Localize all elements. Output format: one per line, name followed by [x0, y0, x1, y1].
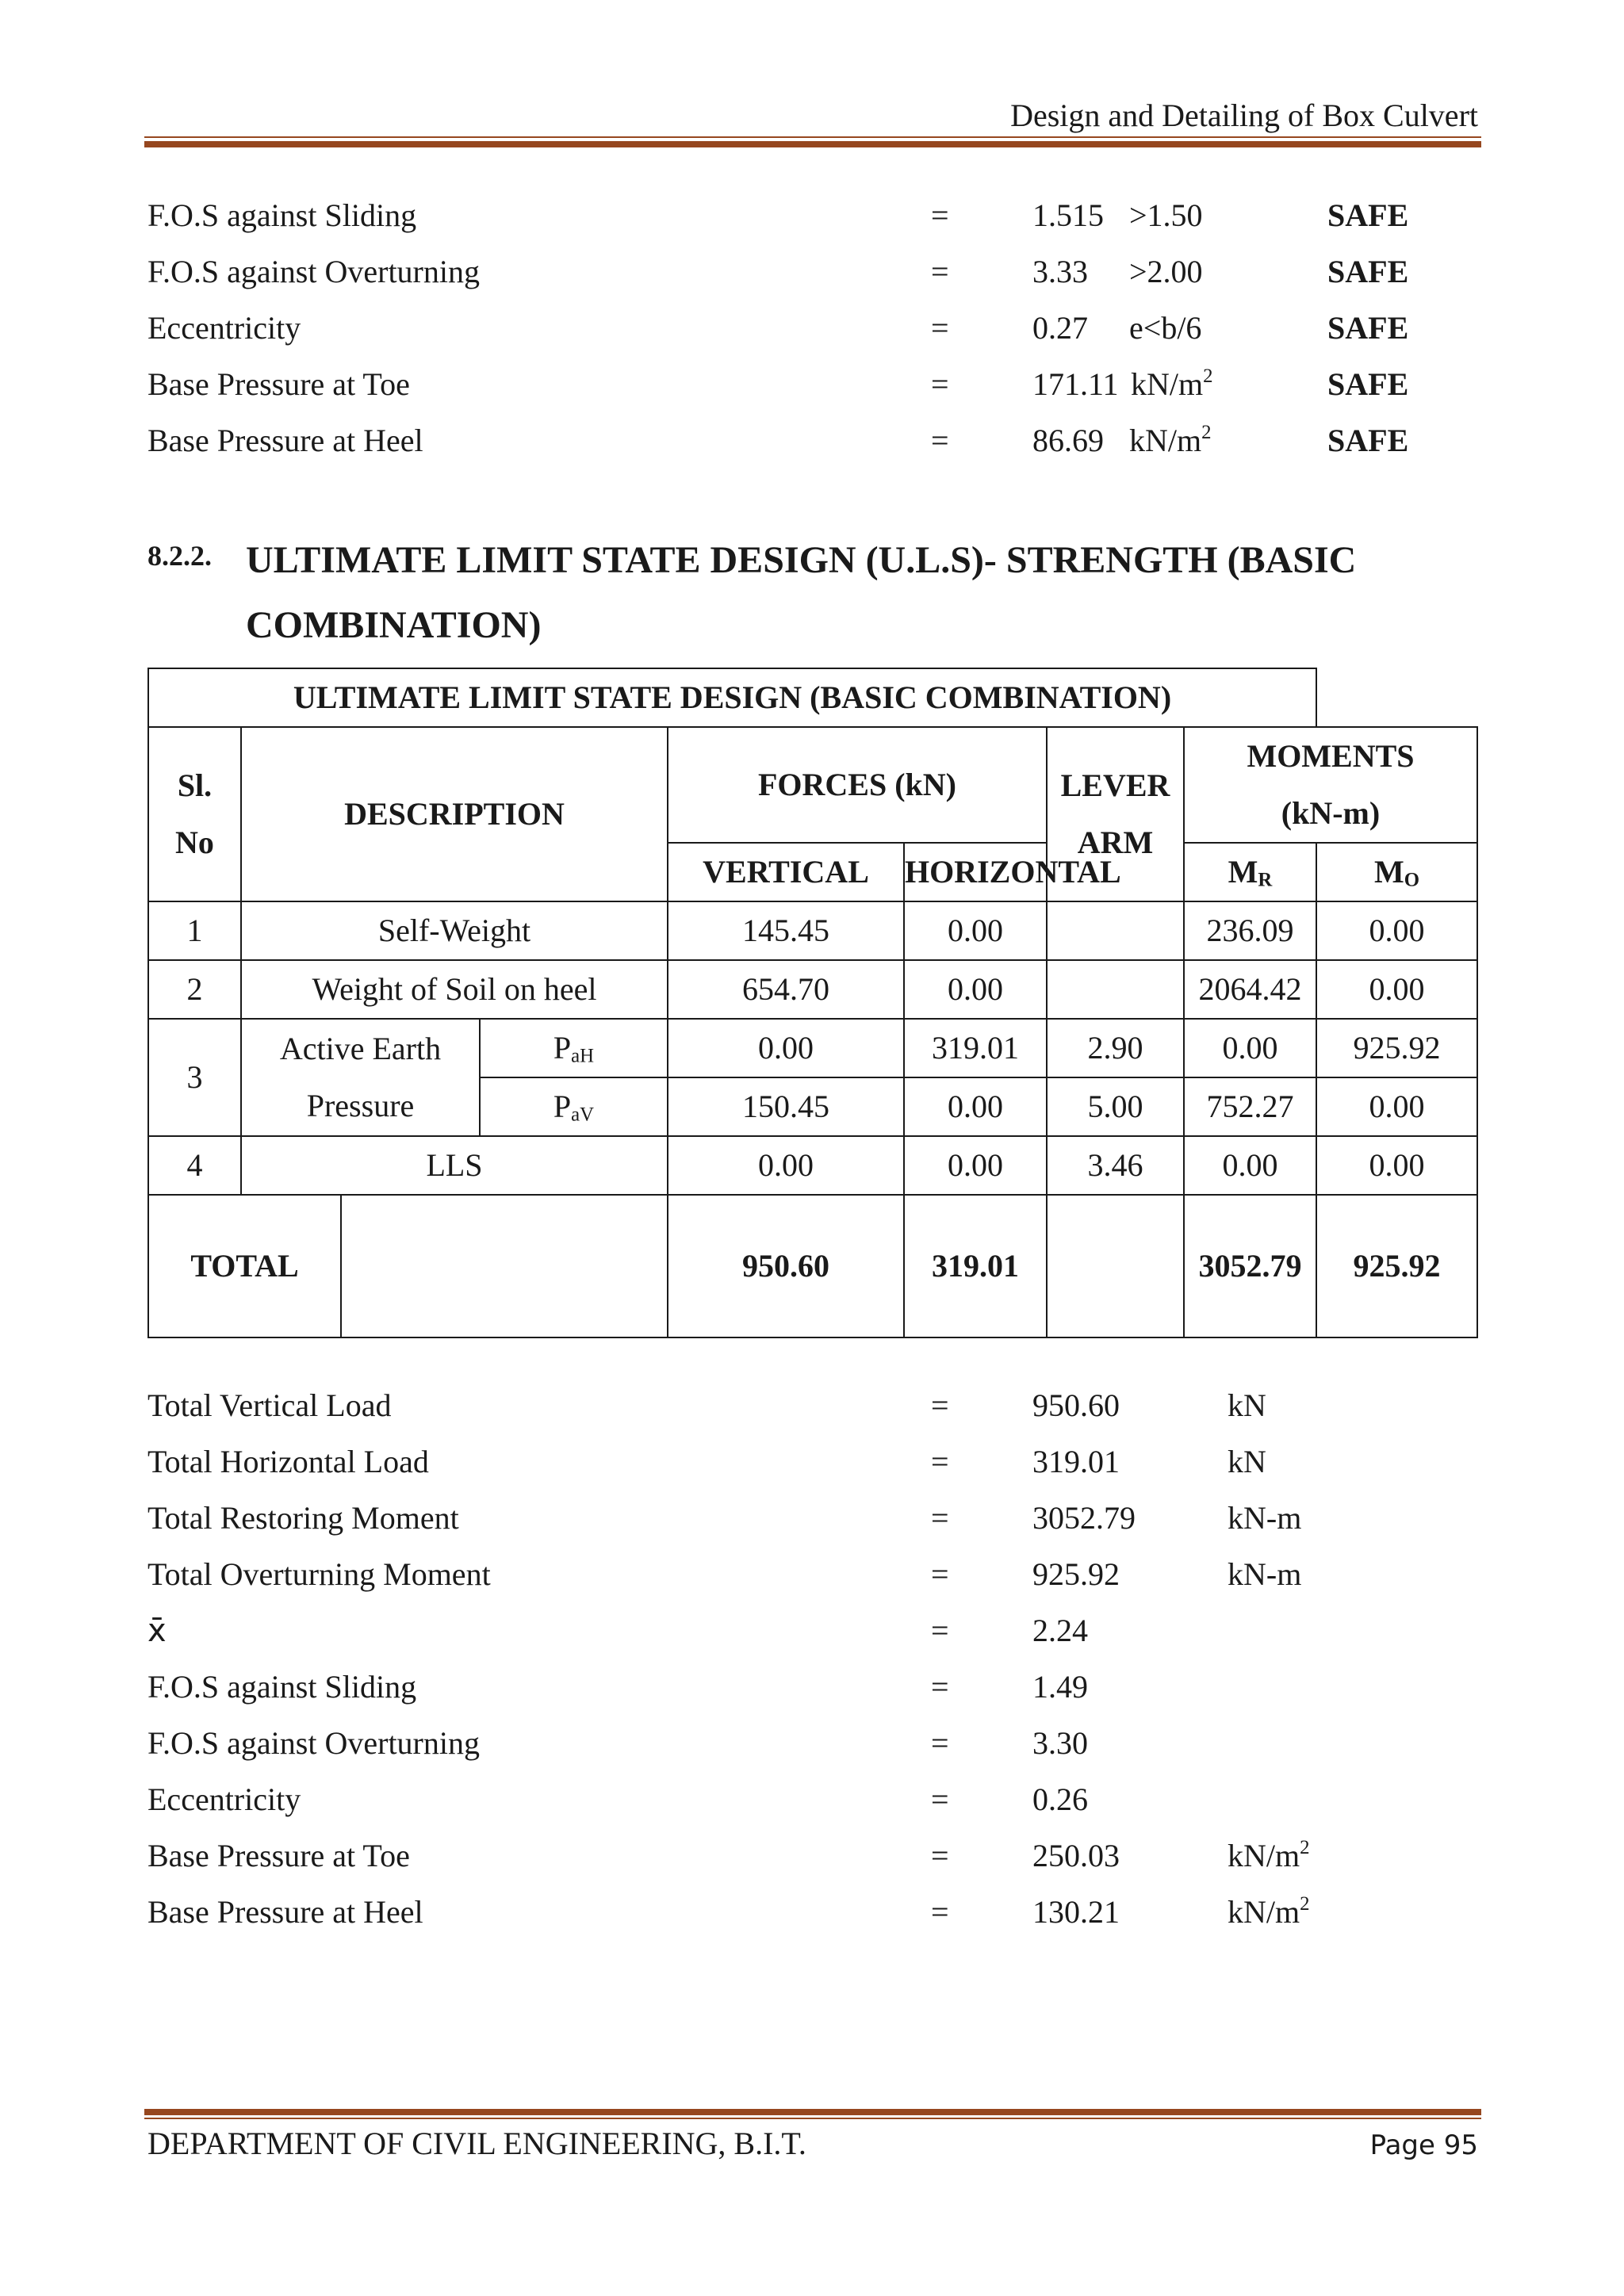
section-title-line: ULTIMATE LIMIT STATE DESIGN (U.L.S)- STRENGTH (BASIC [246, 539, 1357, 581]
summary-label: Total Restoring Moment [147, 1500, 459, 1536]
summary-value: 1.49 [1032, 1669, 1088, 1705]
cell-description: Weight of Soil on heel [241, 960, 668, 1019]
summary-row [0, 1546, 1624, 1603]
summary-equals: = [931, 1781, 949, 1817]
result-row [0, 300, 1624, 357]
cell-component-pav: $P_{aV}$ [480, 1077, 668, 1136]
cell-total-label: TOTAL [148, 1195, 341, 1337]
result-status: SAFE [1327, 310, 1409, 346]
result-condition: >1.50 [1129, 197, 1203, 233]
unit-superscript: 2 [1300, 1892, 1310, 1915]
section-title-line: COMBINATION) [246, 604, 542, 646]
footer-rule-thick [144, 2109, 1481, 2115]
summary-row [0, 1771, 1624, 1828]
summary-equals: = [931, 1669, 949, 1705]
section-title [246, 528, 1483, 658]
cell-description: LLS [241, 1136, 668, 1195]
cell-lever [1047, 901, 1184, 960]
summary-label: Base Pressure at Heel [147, 1894, 423, 1930]
summary-value: 2.24 [1032, 1613, 1088, 1648]
result-equals: = [931, 366, 949, 402]
header-sl-no: Sl. No [148, 727, 241, 901]
summary-label: Total Horizontal Load [147, 1444, 429, 1479]
summary-row [0, 1490, 1624, 1547]
cell-total-empty [341, 1195, 668, 1337]
summary-label: F.O.S against Sliding [147, 1669, 417, 1705]
summary-label: Total Overturning Moment [147, 1556, 491, 1592]
summary-row [0, 1377, 1624, 1434]
summary-value: 250.03 [1032, 1838, 1120, 1873]
cell-mo: 0.00 [1316, 901, 1477, 960]
result-status: SAFE [1327, 197, 1409, 233]
table-row [148, 1136, 1477, 1195]
table-row [148, 1019, 1477, 1077]
result-condition: e<b/6 [1129, 310, 1202, 346]
cell-total-horizontal: 319.01 [904, 1195, 1047, 1337]
cell-sl: 4 [148, 1136, 241, 1195]
table-row [148, 960, 1477, 1019]
cell-vertical: 654.70 [668, 960, 904, 1019]
cell-lever: 5.00 [1047, 1077, 1184, 1136]
summary-row [0, 1715, 1624, 1772]
result-row [0, 243, 1624, 300]
cell-mr: 0.00 [1184, 1136, 1316, 1195]
result-label: F.O.S against Overturning [147, 254, 480, 289]
cell-mr: 2064.42 [1184, 960, 1316, 1019]
header-moments: MOMENTS (kN-m) [1184, 727, 1477, 843]
cell-mo: 0.00 [1316, 1077, 1477, 1136]
cell-total-mo: 925.92 [1316, 1195, 1477, 1337]
result-status: SAFE [1327, 254, 1409, 289]
result-equals: = [931, 254, 949, 289]
result-value: 86.69 [1032, 423, 1104, 458]
cell-mr: 0.00 [1184, 1019, 1316, 1077]
result-value: 3.33 [1032, 254, 1088, 289]
summary-value: 130.21 [1032, 1894, 1120, 1930]
summary-row [0, 1827, 1624, 1885]
cell-description: Active Earth Pressure [241, 1019, 480, 1136]
header-rule-thin [144, 136, 1481, 138]
summary-unit: kN [1228, 1444, 1266, 1479]
cell-description: Self-Weight [241, 901, 668, 960]
cell-mo: 925.92 [1316, 1019, 1477, 1077]
result-label: Base Pressure at Toe [147, 366, 410, 402]
summary-label: Eccentricity [147, 1781, 301, 1817]
summary-equals: = [931, 1838, 949, 1873]
header-vertical: VERTICAL [668, 843, 904, 901]
cell-mr: 752.27 [1184, 1077, 1316, 1136]
cell-horizontal: 0.00 [904, 960, 1047, 1019]
summary-unit: kN-m [1228, 1500, 1302, 1536]
header-mo: $M_O$ [1316, 843, 1477, 901]
uls-table [147, 668, 1478, 1338]
result-label: Base Pressure at Heel [147, 423, 423, 458]
summary-value: 0.26 [1032, 1781, 1088, 1817]
header-lever-arm: LEVER ARM [1047, 727, 1184, 901]
summary-equals: = [931, 1556, 949, 1592]
cell-horizontal: 0.00 [904, 901, 1047, 960]
result-value: 0.27 [1032, 310, 1088, 346]
unit-superscript: 2 [1300, 1836, 1310, 1858]
result-equals: = [931, 310, 949, 346]
result-value: 1.515 [1032, 197, 1104, 233]
summary-value: 319.01 [1032, 1444, 1120, 1479]
cell-sl: 2 [148, 960, 241, 1019]
cell-horizontal: 319.01 [904, 1019, 1047, 1077]
cell-lever: 2.90 [1047, 1019, 1184, 1077]
summary-equals: = [931, 1894, 949, 1930]
header-rule-thick [144, 141, 1481, 147]
summary-unit: $kN/m^2$ [1228, 1892, 1310, 1930]
cell-total-lever [1047, 1195, 1184, 1337]
footer-department: DEPARTMENT OF CIVIL ENGINEERING, B.I.T. [147, 2126, 806, 2161]
result-equals: = [931, 423, 949, 458]
summary-value: 925.92 [1032, 1556, 1120, 1592]
cell-sl: 3 [148, 1019, 241, 1136]
result-condition: >2.00 [1129, 254, 1203, 289]
cell-mo: 0.00 [1316, 1136, 1477, 1195]
cell-lever: 3.46 [1047, 1136, 1184, 1195]
cell-lever [1047, 960, 1184, 1019]
page-number: Page 95 [1369, 2130, 1478, 2161]
header-description: DESCRIPTION [241, 727, 668, 901]
header-forces: FORCES (kN) [668, 727, 1047, 843]
cell-mo: 0.00 [1316, 960, 1477, 1019]
summary-label: Total Vertical Load [147, 1387, 392, 1423]
cell-total-mr: 3052.79 [1184, 1195, 1316, 1337]
summary-label: x̄ [147, 1613, 167, 1649]
summary-unit: kN [1228, 1387, 1266, 1423]
summary-label: Base Pressure at Toe [147, 1838, 410, 1873]
cell-vertical: 0.00 [668, 1019, 904, 1077]
result-label: Eccentricity [147, 310, 301, 346]
result-row [0, 412, 1624, 469]
summary-value: 3.30 [1032, 1725, 1088, 1761]
cell-horizontal: 0.00 [904, 1077, 1047, 1136]
summary-equals: = [931, 1500, 949, 1536]
section-number: 8.2.2. [147, 540, 212, 572]
cell-total-vertical: 950.60 [668, 1195, 904, 1337]
result-unit: $kN/m^2$ [1129, 421, 1212, 458]
summary-equals: = [931, 1387, 949, 1423]
summary-row [0, 1884, 1624, 1941]
summary-value: 3052.79 [1032, 1500, 1136, 1536]
unit-superscript: 2 [1201, 421, 1212, 443]
summary-unit: kN-m [1228, 1556, 1302, 1592]
cell-vertical: 145.45 [668, 901, 904, 960]
table-caption: ULTIMATE LIMIT STATE DESIGN (BASIC COMBINATION) [148, 668, 1316, 727]
header-horizontal: HORIZONTAL [904, 843, 1047, 901]
cell-mr: 236.09 [1184, 901, 1316, 960]
result-value: 171.11 [1032, 366, 1119, 402]
summary-label: F.O.S against Overturning [147, 1725, 480, 1761]
result-label: F.O.S against Sliding [147, 197, 417, 233]
summary-row [0, 1659, 1624, 1716]
result-unit: $kN/m^2$ [1131, 365, 1213, 402]
cell-component-pah: $P_{aH}$ [480, 1019, 668, 1077]
cell-horizontal: 0.00 [904, 1136, 1047, 1195]
result-row [0, 356, 1624, 413]
table-row [148, 901, 1477, 960]
result-equals: = [931, 197, 949, 233]
result-status: SAFE [1327, 366, 1409, 402]
summary-value: 950.60 [1032, 1387, 1120, 1423]
total-row [148, 1195, 1477, 1337]
cell-vertical: 0.00 [668, 1136, 904, 1195]
summary-equals: = [931, 1613, 949, 1648]
summary-equals: = [931, 1725, 949, 1761]
cell-sl: 1 [148, 901, 241, 960]
result-row [0, 187, 1624, 244]
summary-unit: $kN/m^2$ [1228, 1836, 1310, 1873]
unit-superscript: 2 [1203, 365, 1213, 387]
summary-equals: = [931, 1444, 949, 1479]
result-status: SAFE [1327, 423, 1409, 458]
header-mr: $M_R$ [1184, 843, 1316, 901]
header-title: Design and Detailing of Box Culvert [1010, 98, 1478, 133]
cell-vertical: 150.45 [668, 1077, 904, 1136]
summary-row [0, 1602, 1624, 1659]
footer-rule-thin [144, 2118, 1481, 2119]
summary-row [0, 1433, 1624, 1490]
